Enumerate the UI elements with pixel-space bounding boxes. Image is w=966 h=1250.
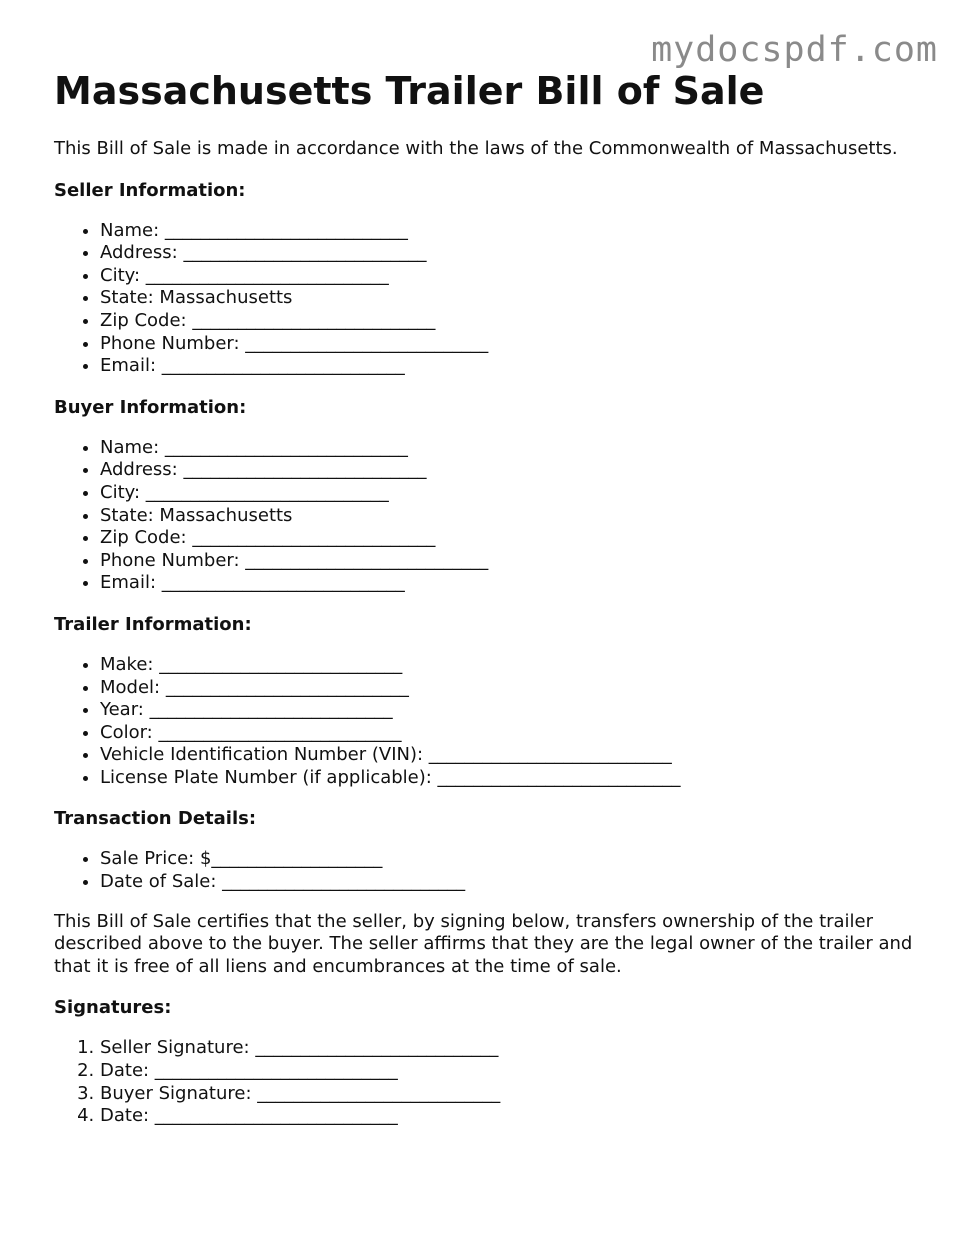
list-item: • State: Massachusetts: [100, 505, 924, 528]
list-item: • Color: ___________________________: [100, 722, 924, 745]
seller-list: [54, 220, 924, 378]
list-item: • City: ___________________________: [100, 265, 924, 288]
trailer-list: [54, 654, 924, 790]
list-item: • License Plate Number (if applicable): ___________________________: [100, 767, 924, 790]
list-item: • Date of Sale: ___________________________: [100, 871, 924, 894]
list-item: • Model: ___________________________: [100, 677, 924, 700]
seller-heading: Seller Information:: [54, 179, 246, 201]
intro-paragraph: This Bill of Sale is made in accordance with the laws of the Commonwealth of Massachusetts.: [54, 138, 898, 159]
document-page: [54, 68, 924, 1128]
list-item: • Name: ___________________________: [100, 437, 924, 460]
list-item: 3. Buyer Signature: ___________________________: [100, 1083, 924, 1106]
watermark: mydocspdf.com: [651, 30, 938, 70]
list-item: • Phone Number: ___________________________: [100, 550, 924, 573]
list-item: • Sale Price: $___________________: [100, 848, 924, 871]
buyer-heading: Buyer Information:: [54, 396, 247, 418]
signatures-list: [54, 1037, 924, 1127]
list-item: • Zip Code: ___________________________: [100, 527, 924, 550]
list-item: • Zip Code: ___________________________: [100, 310, 924, 333]
list-item: • Phone Number: ___________________________: [100, 333, 924, 356]
list-item: • Name: ___________________________: [100, 220, 924, 243]
list-item: • Address: ___________________________: [100, 242, 924, 265]
list-item: • Address: ___________________________: [100, 459, 924, 482]
list-item: 1. Seller Signature: ___________________________: [100, 1037, 924, 1060]
transaction-list: [54, 848, 924, 893]
list-item: 2. Date: ___________________________: [100, 1060, 924, 1083]
list-item: • Make: ___________________________: [100, 654, 924, 677]
buyer-list: [54, 437, 924, 595]
trailer-heading: Trailer Information:: [54, 613, 252, 635]
list-item: • City: ___________________________: [100, 482, 924, 505]
list-item: 4. Date: ___________________________: [100, 1105, 924, 1128]
certification-paragraph: This Bill of Sale certifies that the seller, by signing below, transfers ownership of the trailer described above to the buyer. The seller affirms that they are the legal owner of the trailer and that it is free of all liens and encumbrances at the time of sale.: [54, 910, 913, 977]
list-item: • Email: ___________________________: [100, 355, 924, 378]
page-title: Massachusetts Trailer Bill of Sale: [54, 69, 765, 113]
list-item: • Year: ___________________________: [100, 699, 924, 722]
transaction-heading: Transaction Details:: [54, 808, 257, 830]
signatures-heading: Signatures:: [54, 997, 172, 1019]
list-item: • Vehicle Identification Number (VIN): ___________________________: [100, 744, 924, 767]
list-item: • State: Massachusetts: [100, 287, 924, 310]
list-item: • Email: ___________________________: [100, 572, 924, 595]
